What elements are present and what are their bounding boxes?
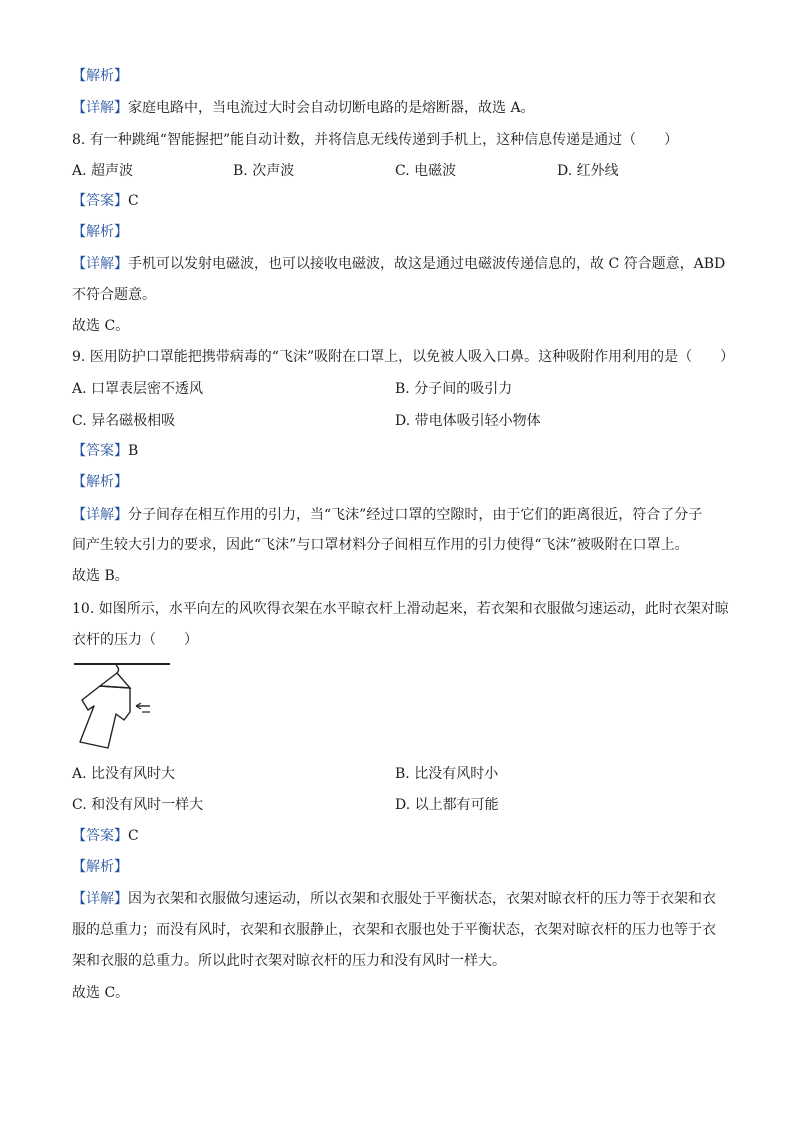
- q8-option-c: C. 电磁波: [395, 163, 457, 179]
- hanger-hook: [116, 665, 119, 673]
- q8-conclusion: 故选 C。: [72, 318, 130, 334]
- shirt: [80, 686, 130, 748]
- q8-option-a: A. 超声波: [72, 163, 134, 179]
- q10-option-d: D. 以上都有可能: [395, 797, 499, 813]
- q10-option-b: B. 比没有风时小: [395, 766, 499, 782]
- clothes-hanger-figure: [72, 660, 172, 752]
- q10-detail-line2: 服的总重力；而没有风时，衣架和衣服静止，衣架和衣服也处于平衡状态，衣架对晾衣杆的压力也等于衣: [72, 922, 716, 938]
- q10-conclusion: 故选 C。: [72, 985, 130, 1001]
- q8-detail-line1: 【详解】手机可以发射电磁波，也可以接收电磁波，故这是通过电磁波传递信息的，故 C 符合题意，ABD: [72, 256, 726, 272]
- q7-analysis-label: 【解析】: [72, 68, 128, 84]
- q10-analysis-label: 【解析】: [72, 859, 128, 875]
- q10-stem-line2: 衣杆的压力（ ）: [72, 632, 198, 648]
- q10-option-c: C. 和没有风时一样大: [72, 797, 204, 813]
- q9-option-a: A. 口罩表层密不透风: [72, 381, 204, 397]
- q8-analysis-label: 【解析】: [72, 224, 128, 240]
- q8-detail-line2: 不符合题意。: [72, 287, 156, 303]
- q9-option-d: D. 带电体吸引轻小物体: [395, 413, 541, 429]
- q8-answer: 【答案】C: [72, 193, 139, 209]
- q9-detail-line1: 【详解】分子间存在相互作用的引力，当“飞沫”经过口罩的空隙时，由于它们的距离很近，符合了分子: [72, 507, 703, 523]
- q10-answer: 【答案】C: [72, 828, 139, 844]
- q9-analysis-label: 【解析】: [72, 474, 128, 490]
- q10-stem-line1: 10. 如图所示，水平向左的风吹得衣架在水平晾衣杆上滑动起来，若衣架和衣服做匀速运动，此时衣架对晾: [72, 601, 729, 617]
- q8-option-b: B. 次声波: [233, 163, 295, 179]
- q9-stem: 9. 医用防护口罩能把携带病毒的“飞沫”吸附在口罩上，以免被人吸入口鼻。这种吸附作用利用的是（ ）: [72, 349, 735, 365]
- q8-option-d: D. 红外线: [557, 163, 619, 179]
- q10-option-a: A. 比没有风时大: [72, 766, 176, 782]
- q10-detail-line1: 【详解】因为衣架和衣服做匀速运动，所以衣架和衣服处于平衡状态，衣架对晾衣杆的压力等于衣架和衣: [72, 891, 716, 907]
- q8-stem: 8. 有一种跳绳“智能握把”能自动计数，并将信息无线传递到手机上，这种信息传递是通过（ ）: [72, 132, 679, 148]
- q7-detail: 【详解】家庭电路中，当电流过大时会自动切断电路的是熔断器，故选 A。: [72, 100, 535, 116]
- q9-conclusion: 故选 B。: [72, 568, 129, 584]
- q9-option-c: C. 异名磁极相吸: [72, 413, 176, 429]
- q9-detail-line2: 间产生较大引力的要求，因此“飞沫”与口罩材料分子间相互作用的引力使得“飞沫”被吸附在口罩上。: [72, 537, 689, 553]
- q9-option-b: B. 分子间的吸引力: [395, 381, 513, 397]
- q10-detail-line3: 架和衣服的总重力。所以此时衣架对晾衣杆的压力和没有风时一样大。: [72, 953, 506, 969]
- q9-answer: 【答案】B: [72, 443, 139, 459]
